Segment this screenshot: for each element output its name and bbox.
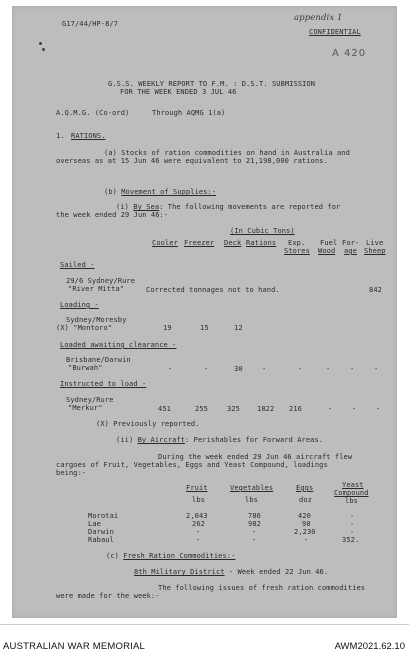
col-yeast-compound: Compound [334, 489, 369, 497]
folio-stamp: A 420 [332, 48, 367, 59]
document-page [12, 6, 397, 618]
instructed-route: Sydney/Rure [66, 396, 114, 404]
sailed-route: 29/6 Sydney/Rure [66, 277, 136, 285]
table-cell: - [350, 520, 355, 528]
archive-name: AUSTRALIAN WAR MEMORIAL [3, 641, 146, 652]
archive-id: AWM2021.62.10 [334, 641, 405, 652]
table-cell: - [376, 405, 381, 413]
table-cell: 786 [248, 512, 261, 520]
col-rations: Rations [246, 239, 277, 247]
punch-hole [39, 42, 42, 45]
table-cell: 15 [200, 324, 209, 332]
instructed-label: Instructed to load - [60, 380, 147, 388]
branch-right: Through AQMG 1(a) [152, 109, 226, 117]
section-number: 1. [56, 132, 65, 140]
table-cell: - [374, 365, 379, 373]
place-label: Rabaul [88, 536, 114, 544]
col-stores: Stores [284, 247, 310, 255]
col-cooler: Cooler [152, 239, 178, 247]
awaiting-ship: "Burwah" [68, 364, 103, 372]
loading-label: Loading - [60, 301, 99, 309]
table-cell: - [252, 528, 257, 536]
table-cell: 216 [289, 405, 302, 413]
table-cell: - [328, 405, 333, 413]
para-a-line-1: (a) Stocks of ration commodities on hand in Australia and [104, 149, 350, 157]
report-title-line-1: G.S.S. WEEKLY REPORT TO F.M. : D.S.T. SUBMISSION [108, 80, 316, 88]
place-label: Lae [88, 520, 101, 528]
table-cell: 262 [192, 520, 205, 528]
col-fuel: Fuel [320, 239, 338, 247]
handwritten-annotation: appendix 1 [294, 13, 343, 23]
col-yeast: Yeast [342, 481, 364, 489]
col-exp: Exp. [288, 239, 306, 247]
fresh-heading: (c) Fresh Ration Commodities:- [106, 552, 236, 560]
aircraft-para-3: being:- [56, 469, 87, 477]
punch-hole [42, 48, 45, 51]
col-live: Live [366, 239, 384, 247]
unit-yeast: lbs [345, 497, 358, 505]
awaiting-label: Loaded awaiting clearance - [60, 341, 177, 349]
col-wood: Wood [318, 247, 336, 255]
sailed-label: Sailed - [60, 261, 95, 269]
table-cell: 30 [234, 365, 243, 373]
table-cell: - [350, 512, 355, 520]
sailed-ship: "River Mitta" [68, 285, 125, 293]
table-cell: - [326, 365, 331, 373]
section-heading: RATIONS. [71, 132, 106, 140]
table-cell: - [352, 405, 357, 413]
sailed-note: Corrected tonnages not to hand. [146, 286, 280, 294]
aircraft-para-1: During the week ended 29 Jun 46 aircraft flew [158, 453, 353, 461]
col-sheep: Sheep [364, 247, 386, 255]
district-line: 8th Military District - Week ended 22 Jun 46. [134, 568, 329, 576]
branch-left: A.Q.M.G. (Co-ord) [56, 109, 130, 117]
report-title-line-2: FOR THE WEEK ENDED 3 JUL 46 [120, 88, 237, 96]
archive-footer [0, 624, 409, 654]
classification: CONFIDENTIAL [309, 28, 361, 36]
by-sea-line: (i) By Sea: The following movements are reported for [116, 203, 341, 211]
table-cell: 325 [227, 405, 240, 413]
unit-fruit: lbs [192, 496, 205, 504]
table-cell: 90 [302, 520, 311, 528]
table-cell: - [204, 365, 209, 373]
fresh-para-1: The following issues of fresh ration commodities [158, 584, 366, 592]
table-cell: 420 [298, 512, 311, 520]
by-aircraft-heading: (ii) By Aircraft: Perishables for Forward Areas. [116, 436, 324, 444]
table-cell: 352. [342, 536, 360, 544]
table-cell: - [168, 365, 173, 373]
loading-ship: (X) "Montoro" [56, 324, 113, 332]
para-b-heading: (b) Movement of Supplies:- [104, 188, 217, 196]
table-cell: 982 [248, 520, 261, 528]
instructed-ship: "Merkur" [68, 404, 103, 412]
table-cell: 451 [158, 405, 171, 413]
loading-route: Sydney/Moresby [66, 316, 127, 324]
table-cell: 255 [195, 405, 208, 413]
col-freezer: Freezer [184, 239, 215, 247]
file-reference: G17/44/HP-8/7 [62, 20, 119, 28]
place-label: Morotai [88, 512, 119, 520]
table-cell: - [262, 365, 267, 373]
unit-eggs: doz [299, 496, 312, 504]
table-cell: - [196, 536, 201, 544]
table-cell: 12 [234, 324, 243, 332]
col-eggs: Eggs [296, 484, 314, 492]
table-cell: - [252, 536, 257, 544]
table-cell: - [350, 528, 355, 536]
col-fruit: Fruit [186, 484, 208, 492]
col-vegetables: Vegetables [230, 484, 274, 492]
sailed-sheep: 842 [369, 286, 382, 294]
table-cell: - [196, 528, 201, 536]
col-forage: For- [342, 239, 360, 247]
table-cell: 2,043 [186, 512, 208, 520]
table-cell: - [304, 536, 309, 544]
table-cell: 1822 [257, 405, 275, 413]
para-a-line-2: overseas as at 15 Jun 46 were equivalent to 21,198,000 rations. [56, 157, 328, 165]
table-cell: - [350, 365, 355, 373]
col-deck: Deck [224, 239, 242, 247]
aircraft-para-2: cargoes of Fruit, Vegetables, Eggs and Yeast Compound, loadings [56, 461, 328, 469]
unit-vegetables: lbs [245, 496, 258, 504]
units-label: (In Cubic Tons) [230, 227, 295, 235]
fresh-para-2: were made for the week:- [56, 592, 160, 600]
table-cell: 19 [163, 324, 172, 332]
footnote: (X) Previously reported. [96, 420, 200, 428]
awaiting-route: Brisbane/Darwin [66, 356, 131, 364]
col-age: age [344, 247, 357, 255]
table-cell: - [298, 365, 303, 373]
table-cell: 2,230 [294, 528, 316, 536]
by-sea-line-2: the week ended 29 Jun 46:- [56, 211, 169, 219]
place-label: Darwin [88, 528, 114, 536]
